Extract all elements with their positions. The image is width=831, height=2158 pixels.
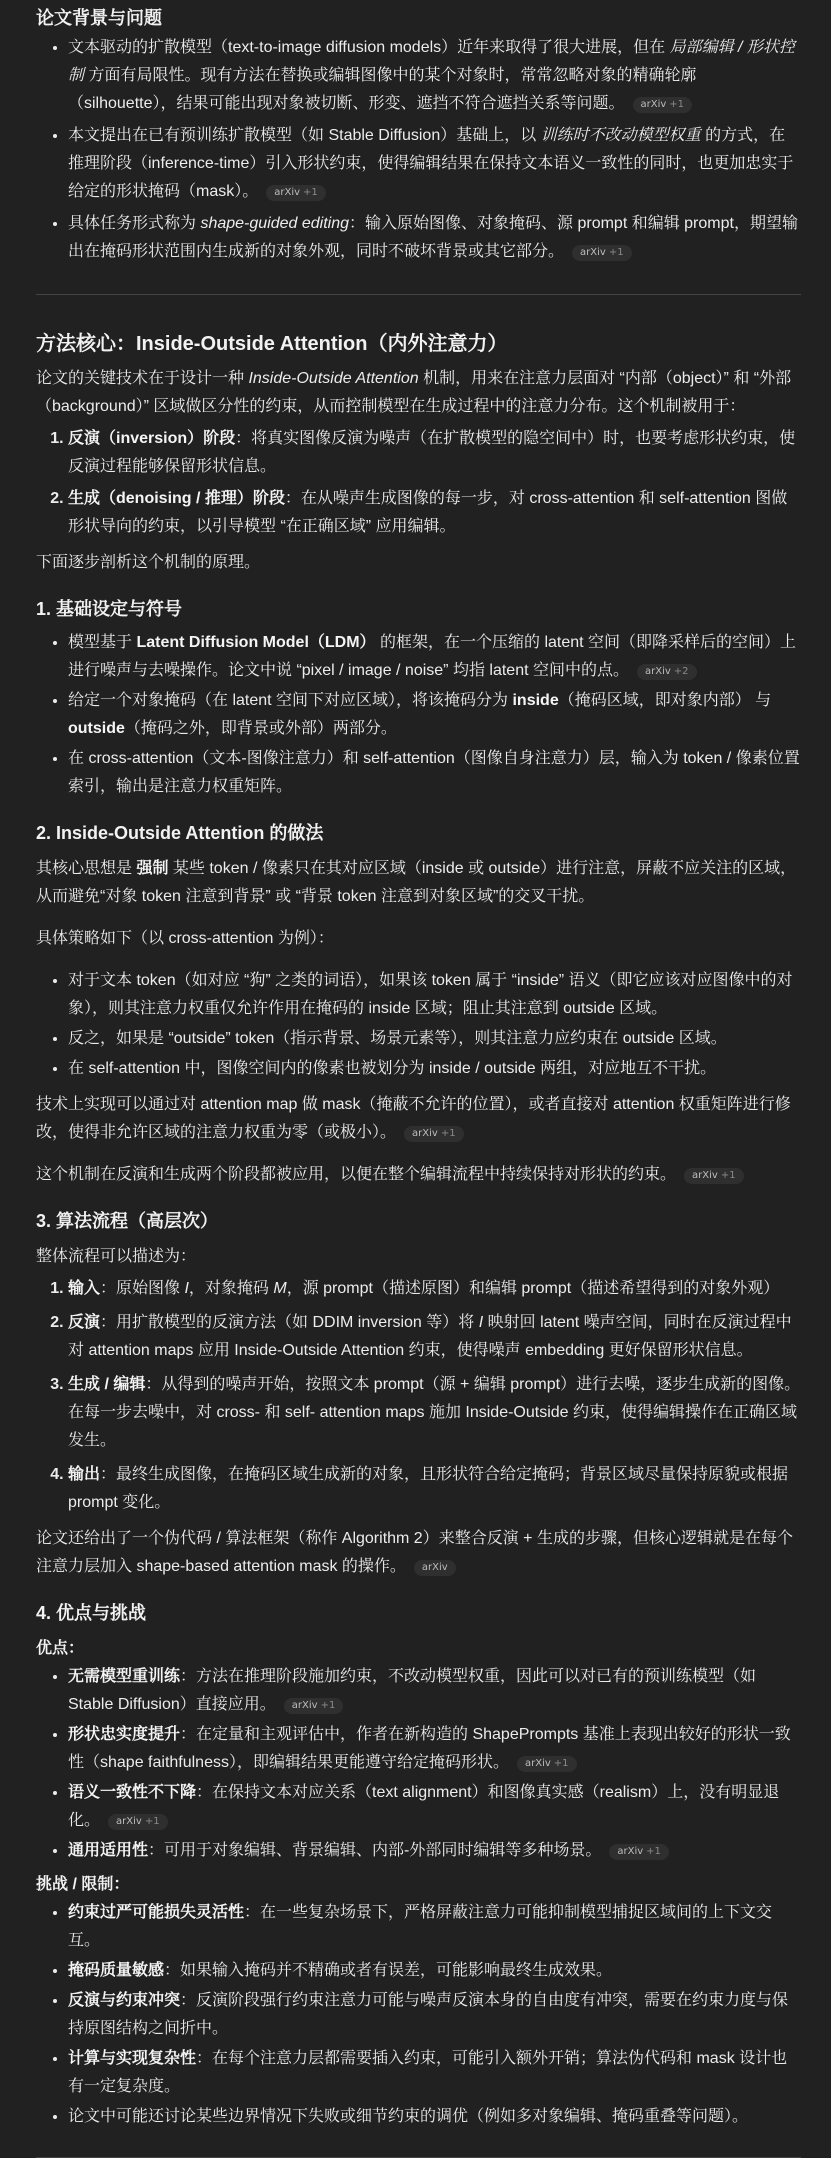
algorithm-intro: 整体流程可以描述为：	[36, 1248, 197, 1265]
list-item: 1. 输入：原始图像 I，对象掩码 M，源 prompt（描述原图）和编辑 prompt（描述希望得到的对象外观）	[68, 1275, 801, 1303]
list-item: • 通用适用性：可用于对象编辑、背景编辑、内部-外部同时编辑等多种场景。 arXiv +1	[68, 1837, 801, 1865]
list-item: 2. 生成（denoising / 推理）阶段：在从噪声生成图像的每一步，对 cross-attention 和 self-attention 图做形状导向的约束，以引导模型 “在正确区域” 应用编辑。	[68, 485, 801, 541]
citation-badge[interactable]: arXiv +1	[572, 245, 632, 261]
algorithm-steps	[36, 1275, 801, 1517]
list-item: • 文本驱动的扩散模型（text-to-image diffusion models）近年来取得了很大进展，但在 局部编辑 / 形状控制 方面有局限性。现有方法在替换或编辑图像中的某个对象时，常常忽略对象的精确轮廓（silhouette），结果可能出现对象被切断、形变、遮挡不符合遮挡关系等问题。 arXiv +1	[68, 34, 801, 118]
approach-implementation: 技术上实现可以通过对 attention map 做 mask（掩蔽不允许的位置），或者直接对 attention 权重矩阵进行修改，使得非允许区域的注意力权重为零（或极小）。 arXiv +1	[36, 1096, 791, 1141]
citation-badge[interactable]: arXiv +1	[284, 1698, 344, 1714]
section-title-background: 论文背景与问题	[36, 8, 162, 28]
background-list	[36, 34, 801, 266]
method-transition: 下面逐步剖析这个机制的原理。	[36, 554, 261, 571]
citation-badge[interactable]: arXiv +1	[517, 1756, 577, 1772]
list-item: • 反演与约束冲突：反演阶段强行约束注意力可能与噪声反演本身的自由度有冲突，需要在约束力度与保持原图结构之间折中。	[68, 1987, 801, 2043]
approach-list	[36, 967, 801, 1083]
list-item: 2. 反演：用扩散模型的反演方法（如 DDIM inversion 等）将 I 映射回 latent 噪声空间，同时在反演过程中对 attention maps 应用 Inside-Outside Attention 约束，使得噪声 embedding 更好保留形状信息。	[68, 1309, 801, 1365]
list-item: • 本文提出在已有预训练扩散模型（如 Stable Diffusion）基础上，以 训练时不改动模型权重 的方式，在推理阶段（inference-time）引入形状约束，使得编辑结果在保持文本语义一致性的同时，也更加忠实于给定的形状掩码（mask）。 arXiv +1	[68, 122, 801, 206]
pros-label: 优点：	[36, 1640, 85, 1657]
divider	[36, 294, 801, 295]
approach-summary: 这个机制在反演和生成两个阶段都被应用，以便在整个编辑流程中持续保持对形状的约束。 arXiv +1	[36, 1161, 801, 1189]
list-item: • 给定一个对象掩码（在 latent 空间下对应区域），将该掩码分为 inside（掩码区域，即对象内部） 与 outside（掩码之外，即背景或外部）两部分。	[68, 687, 801, 743]
basics-list	[36, 629, 801, 801]
approach-core-idea: 其核心思想是 强制 某些 token / 像素只在其对应区域（inside 或 outside）进行注意，屏蔽不应关注的区域，从而避免“对象 token 注意到背景” 或 “背景 token 注意到对象区域”的交叉干扰。	[36, 860, 797, 905]
citation-badge[interactable]: arXiv +1	[633, 97, 693, 113]
citation-badge[interactable]: arXiv +2	[637, 664, 697, 680]
list-item: • 在 cross-attention（文本-图像注意力）和 self-attention（图像自身注意力）层，输入为 token / 像素位置索引，输出是注意力权重矩阵。	[68, 745, 801, 801]
response-document	[0, 4, 831, 2150]
approach-strategy-intro: 具体策略如下（以 cross-attention 为例）：	[36, 930, 334, 947]
list-item: • 在 self-attention 中，图像空间内的像素也被划分为 inside / outside 两组，对应地互不干扰。	[68, 1055, 801, 1083]
pros-list	[36, 1663, 801, 1865]
cons-label: 挑战 / 限制：	[36, 1876, 130, 1893]
algorithm-note: 论文还给出了一个伪代码 / 算法框架（称作 Algorithm 2）来整合反演 + 生成的步骤，但核心逻辑就是在每个注意力层加入 shape-based attention mask 的操作。 arXiv	[36, 1530, 793, 1575]
list-item: • 模型基于 Latent Diffusion Model（LDM） 的框架，在一个压缩的 latent 空间（即降采样后的空间）上进行噪声与去噪操作。论文中说 “pixel / image / noise” 均指 latent 空间中的点。 arXiv +2	[68, 629, 801, 685]
list-item: • 论文中可能还讨论某些边界情况下失败或细节约束的调优（例如多对象编辑、掩码重叠等问题）。	[68, 2103, 801, 2131]
subsection-title-approach: 2. Inside-Outside Attention 的做法	[36, 823, 324, 843]
phase-list	[36, 425, 801, 541]
citation-badge[interactable]: arXiv +1	[266, 185, 326, 201]
citation-badge[interactable]: arXiv +1	[404, 1126, 464, 1142]
list-item: • 语义一致性不下降：在保持文本对应关系（text alignment）和图像真实感（realism）上，没有明显退化。 arXiv +1	[68, 1779, 801, 1835]
citation-badge[interactable]: arXiv +1	[609, 1844, 669, 1860]
list-item: • 反之，如果是 “outside” token（指示背景、场景元素等），则其注意力应约束在 outside 区域。	[68, 1025, 801, 1053]
list-item: • 约束过严可能损失灵活性：在一些复杂场景下，严格屏蔽注意力可能抑制模型捕捉区域间的上下文交互。	[68, 1899, 801, 1955]
list-item: 1. 反演（inversion）阶段：将真实图像反演为噪声（在扩散模型的隐空间中）时，也要考虑形状约束，使反演过程能够保留形状信息。	[68, 425, 801, 481]
list-item: 4. 输出：最终生成图像，在掩码区域生成新的对象，且形状符合给定掩码；背景区域尽量保持原貌或根据 prompt 变化。	[68, 1461, 801, 1517]
method-intro: 论文的关键技术在于设计一种 Inside-Outside Attention 机制，用来在注意力层面对 “内部（object）” 和 “外部（background）” 区域做区分性的约束，从而控制模型在生成过程中的注意力分布。这个机制被用于：	[36, 370, 792, 415]
list-item: 3. 生成 / 编辑：从得到的噪声开始，按照文本 prompt（源 + 编辑 prompt）进行去噪，逐步生成新的图像。在每一步去噪中，对 cross- 和 self- attention maps 施加 Inside-Outside 约束，使得编辑操作在正确区域发生。	[68, 1371, 801, 1455]
list-item: • 具体任务形式称为 shape-guided editing：输入原始图像、对象掩码、源 prompt 和编辑 prompt，期望输出在掩码形状范围内生成新的对象外观，同时不破坏背景或其它部分。 arXiv +1	[68, 210, 801, 266]
citation-badge[interactable]: arXiv +1	[684, 1168, 744, 1184]
citation-badge[interactable]: arXiv +1	[108, 1814, 168, 1830]
cons-list	[36, 1899, 801, 2131]
subsection-title-basics: 1. 基础设定与符号	[36, 599, 183, 619]
citation-badge[interactable]: arXiv	[414, 1560, 456, 1576]
list-item: • 对于文本 token（如对应 “狗” 之类的词语），如果该 token 属于 “inside” 语义（即它应该对应图像中的对象），则其注意力权重仅允许作用在掩码的 inside 区域；阻止其注意到 outside 区域。	[68, 967, 801, 1023]
list-item: • 形状忠实度提升：在定量和主观评估中，作者在新构造的 ShapePrompts 基准上表现出较好的形状一致性（shape faithfulness），即编辑结果更能遵守给定掩码形状。 arXiv +1	[68, 1721, 801, 1777]
subsection-title-algorithm: 3. 算法流程（高层次）	[36, 1211, 219, 1231]
list-item: • 掩码质量敏感：如果输入掩码并不精确或者有误差，可能影响最终生成效果。	[68, 1957, 801, 1985]
section-title-method: 方法核心：Inside-Outside Attention（内外注意力）	[36, 333, 508, 355]
subsection-title-pros-cons: 4. 优点与挑战	[36, 1603, 147, 1623]
list-item: • 无需模型重训练：方法在推理阶段施加约束，不改动模型权重，因此可以对已有的预训练模型（如 Stable Diffusion）直接应用。 arXiv +1	[68, 1663, 801, 1719]
list-item: • 计算与实现复杂性：在每个注意力层都需要插入约束，可能引入额外开销；算法伪代码和 mask 设计也有一定复杂度。	[68, 2045, 801, 2101]
